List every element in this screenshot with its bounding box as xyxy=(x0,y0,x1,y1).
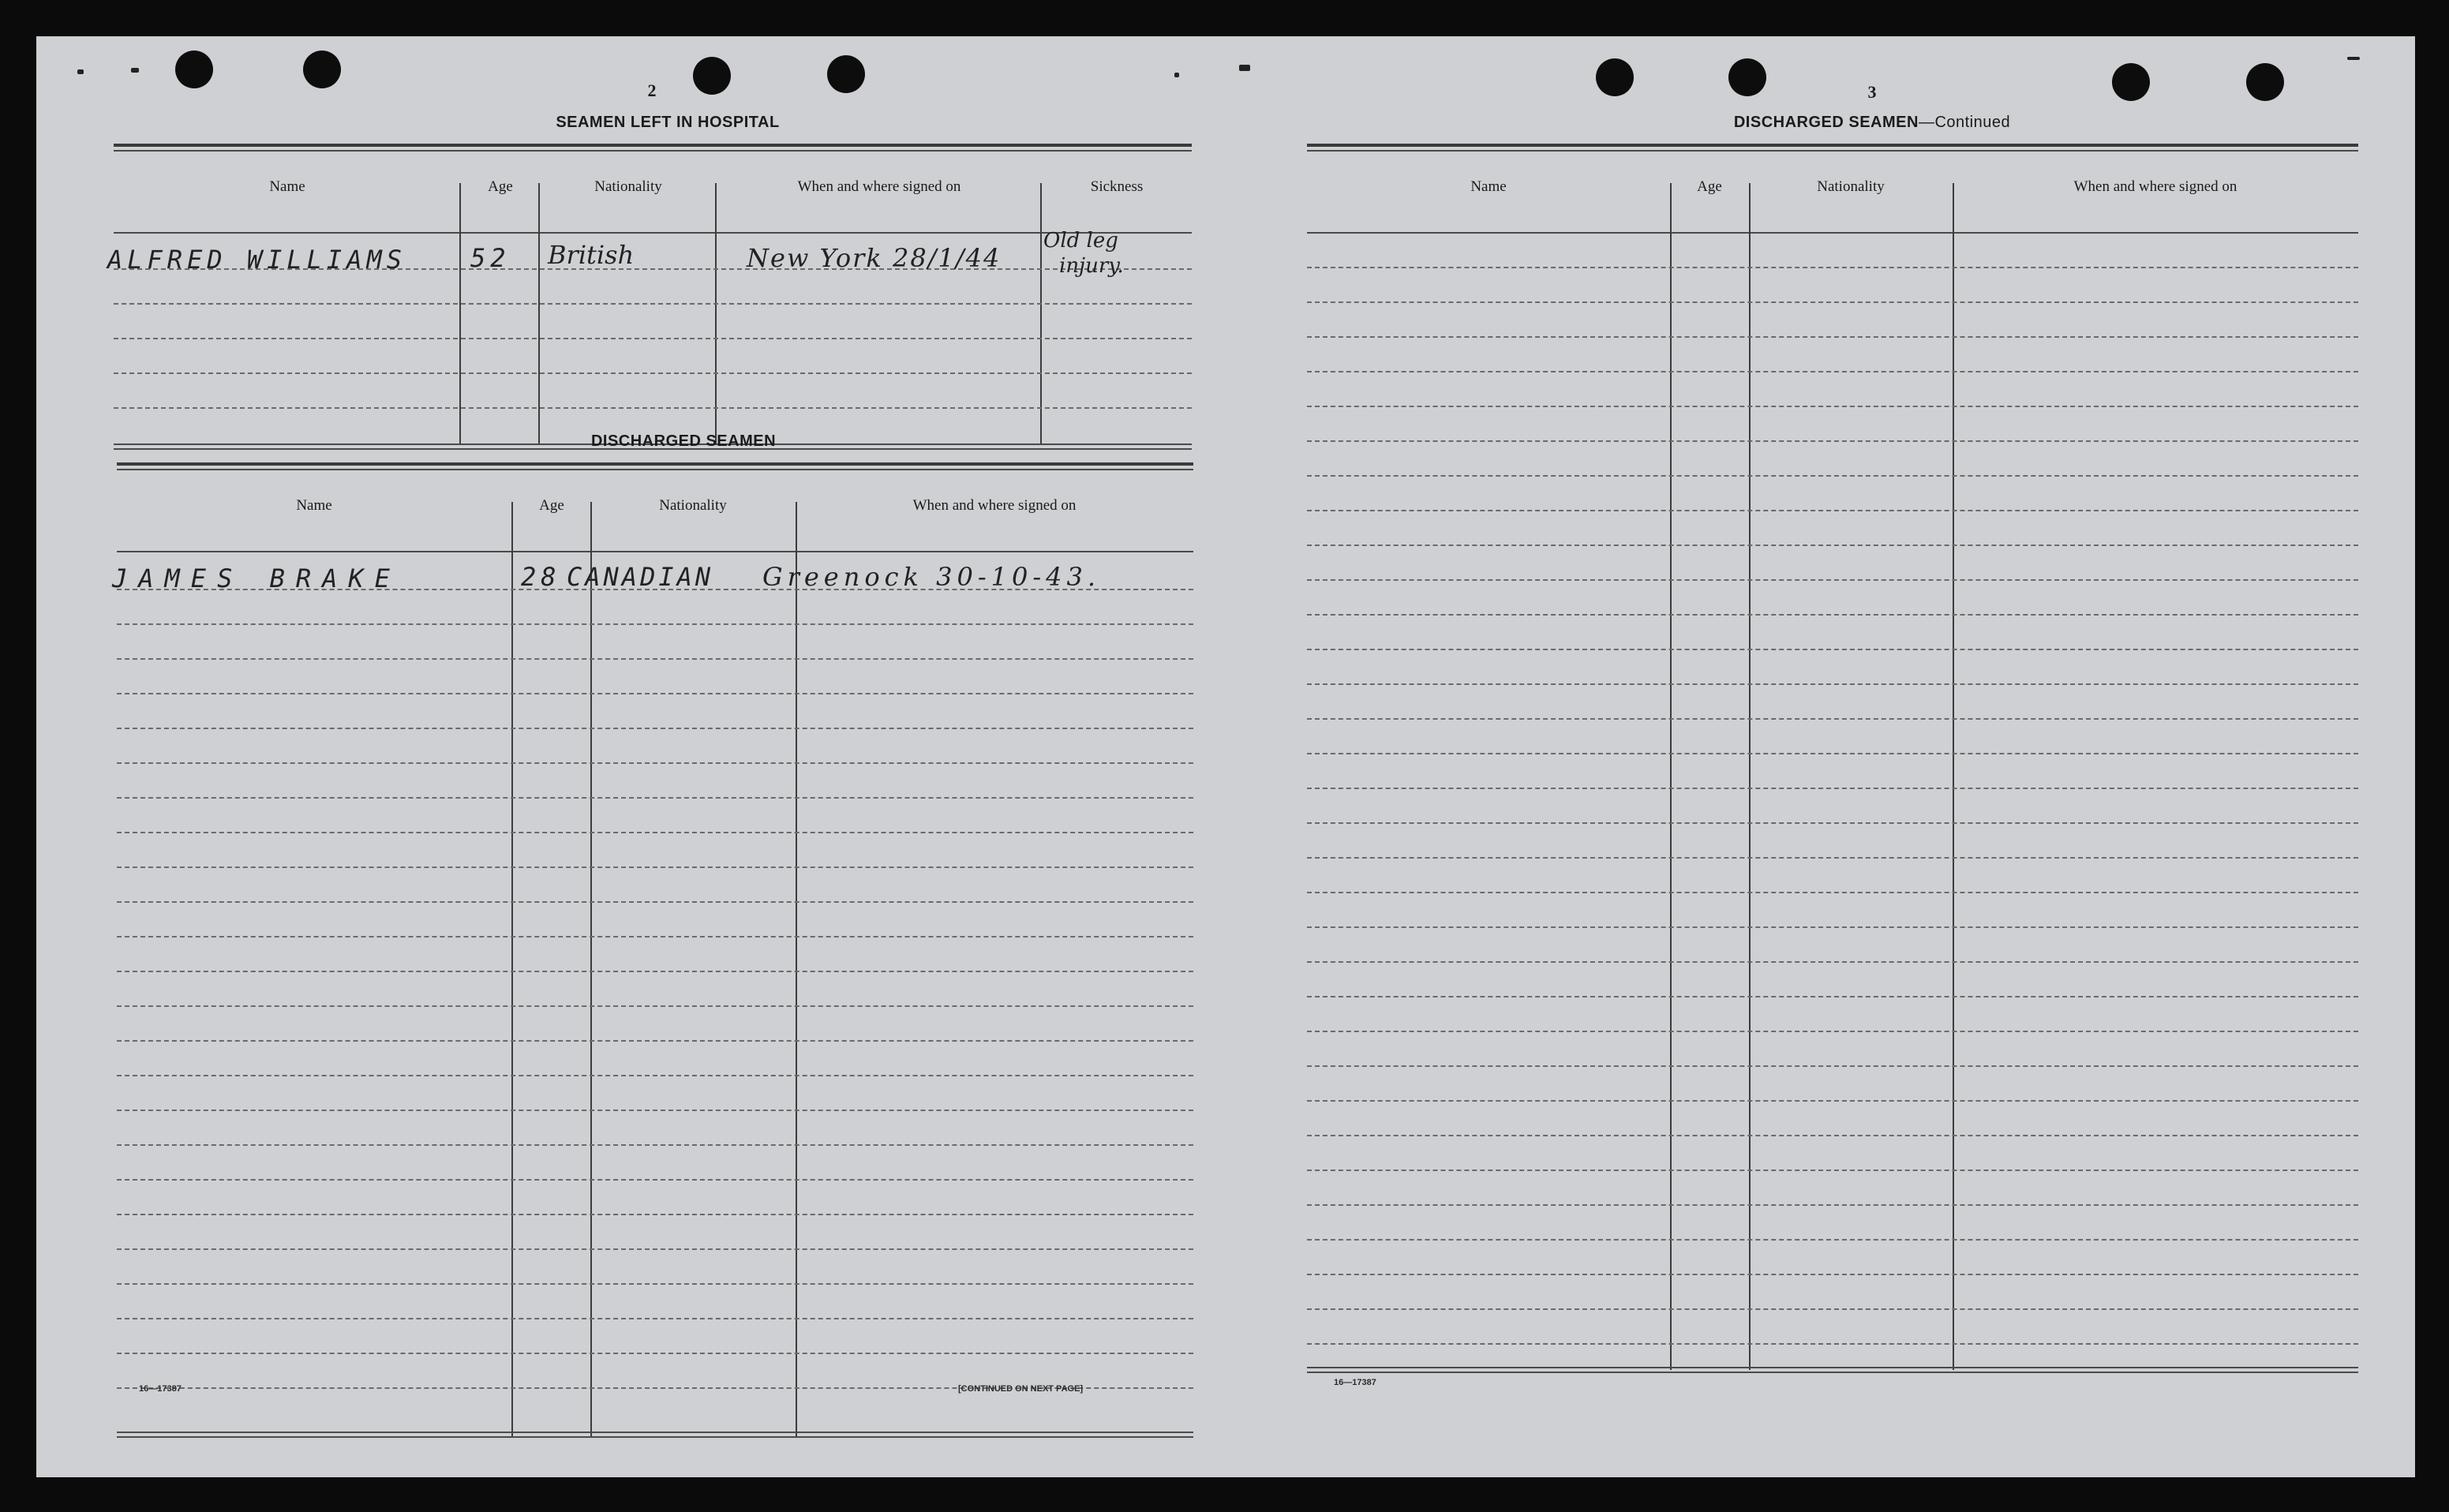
cont-header-name: Name xyxy=(1470,178,1507,195)
discharged-entry-nationality: CANADIAN xyxy=(567,562,714,592)
hospital-entry-sickness-line2: injury. xyxy=(1059,254,1124,278)
discharged-header-name: Name xyxy=(296,497,332,514)
hospital-entry-age: 52 xyxy=(470,243,511,273)
hospital-table xyxy=(114,144,1192,448)
hospital-entry-signed-on: New York 28/1/44 xyxy=(747,243,1002,273)
cont-header-age: Age xyxy=(1697,178,1722,195)
hospital-entry-sickness-line1: Old leg xyxy=(1043,229,1118,253)
left-form-code: 16—17387 xyxy=(139,1384,182,1394)
document-sheet xyxy=(36,36,2415,1477)
discharged-continued-table xyxy=(1307,144,2358,1376)
hospital-entry-name: ALFRED WILLIAMS xyxy=(107,245,406,275)
cont-header-nationality: Nationality xyxy=(1817,178,1885,195)
page-number: 2 xyxy=(647,80,657,100)
cont-header-signed-on: When and where signed on xyxy=(2073,178,2237,195)
discharged-entry-age: 28 xyxy=(521,562,561,592)
hospital-header-sickness: Sickness xyxy=(1090,178,1144,195)
right-form-code: 16—17387 xyxy=(1334,1378,1376,1387)
discharged-entry-signed-on: Greenock 30-10-43. xyxy=(762,562,1101,592)
right-page xyxy=(1220,36,2415,1477)
discharged-header-signed-on: When and where signed on xyxy=(912,497,1077,514)
discharged-section-title: DISCHARGED SEAMEN xyxy=(590,432,777,450)
discharged-header-nationality: Nationality xyxy=(659,497,727,514)
hospital-header-age: Age xyxy=(488,178,513,195)
hospital-section-title: SEAMEN LEFT IN HOSPITAL xyxy=(556,114,780,131)
discharged-table xyxy=(117,462,1193,1438)
discharged-header-age: Age xyxy=(539,497,564,514)
hospital-header-signed-on: When and where signed on xyxy=(797,178,961,195)
discharged-continued-title xyxy=(1525,114,2219,132)
title-continued: —Continued xyxy=(1918,114,2011,131)
hospital-header-nationality: Nationality xyxy=(594,178,662,195)
continued-note: [CONTINUED ON NEXT PAGE] xyxy=(958,1384,1084,1394)
discharged-entry-name: JAMES BRAKE xyxy=(112,563,401,593)
left-page xyxy=(36,36,1220,1477)
title-main: DISCHARGED SEAMEN xyxy=(1733,114,1919,131)
hospital-entry-nationality: British xyxy=(548,240,635,270)
hospital-header-name: Name xyxy=(269,178,305,195)
page-number: 3 xyxy=(1867,82,1877,102)
